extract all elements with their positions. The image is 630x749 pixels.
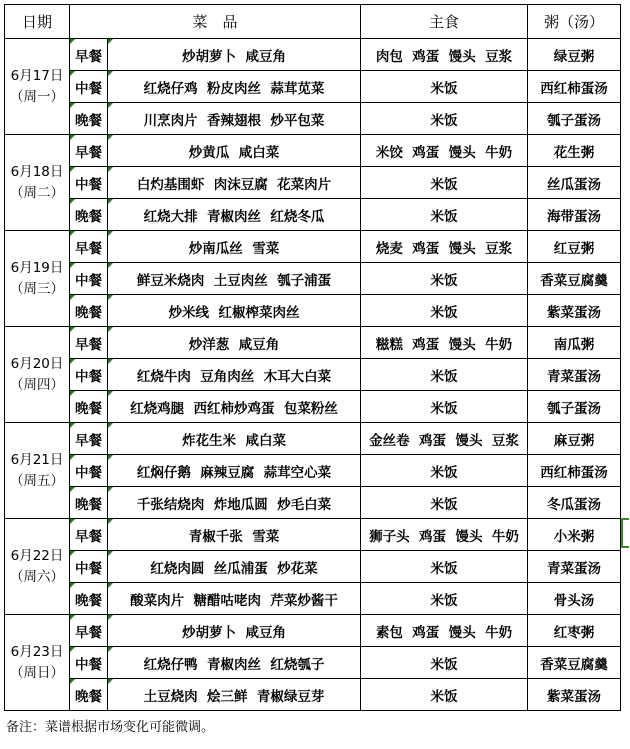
comment-indicator-icon [70, 71, 75, 76]
table-row [5, 103, 621, 135]
soup-cell[interactable] [528, 487, 621, 519]
soup-cell[interactable] [528, 583, 621, 615]
soup-cell-text: 南瓜粥 [553, 336, 595, 353]
comment-indicator-icon [70, 615, 75, 620]
comment-indicator-icon [70, 423, 75, 428]
weekday-label: （周六） [10, 568, 64, 585]
meal-cell[interactable] [70, 615, 108, 647]
comment-indicator-icon [108, 231, 113, 236]
header-staple[interactable]: 主食 [361, 5, 528, 39]
soup-cell-text: 花生粥 [553, 144, 595, 161]
staple-cell[interactable] [361, 135, 528, 167]
dishes-cell-text: 青椒千张 雪菜 [188, 528, 280, 545]
comment-indicator-icon [108, 135, 113, 140]
soup-cell[interactable] [528, 327, 621, 359]
weekday-label: （周四） [10, 376, 64, 393]
table-row [5, 359, 621, 391]
header-row [5, 5, 621, 39]
table-row [5, 391, 621, 423]
comment-indicator-icon [70, 263, 75, 268]
meal-cell[interactable] [70, 167, 108, 199]
soup-cell-text: 瓠子蛋汤 [547, 400, 602, 417]
selected-cell-indicator [621, 518, 629, 548]
dishes-cell-text: 红烧仔鸭 青椒肉丝 红烧瓠子 [143, 656, 325, 673]
weekday-label: （周日） [10, 664, 64, 681]
soup-cell[interactable] [528, 71, 621, 103]
header-soup[interactable]: 粥（汤） [528, 5, 621, 39]
date-cell[interactable] [5, 231, 70, 327]
comment-indicator-icon [70, 583, 75, 588]
soup-cell[interactable] [528, 39, 621, 71]
comment-indicator-icon [108, 455, 113, 460]
dishes-cell-text: 炒洋葱 咸豆角 [188, 336, 280, 353]
soup-cell[interactable] [528, 135, 621, 167]
soup-cell-text: 紫菜蛋汤 [547, 688, 602, 705]
soup-cell-text: 海带蛋汤 [547, 208, 602, 225]
soup-cell[interactable] [528, 231, 621, 263]
staple-cell[interactable] [361, 263, 528, 295]
comment-indicator-icon [108, 71, 113, 76]
footnote: 备注：菜谱根据市场变化可能微调。 [6, 720, 215, 735]
date-label: 6月18日 [10, 163, 64, 180]
dishes-cell[interactable] [108, 647, 361, 679]
soup-cell[interactable] [528, 391, 621, 423]
date-cell[interactable] [5, 135, 70, 231]
staple-cell[interactable] [361, 647, 528, 679]
staple-cell[interactable] [361, 39, 528, 71]
date-label: 6月19日 [10, 259, 64, 276]
table-row [5, 71, 621, 103]
dishes-cell-text: 炒南瓜丝 雪菜 [188, 240, 280, 257]
soup-cell-text: 红豆粥 [553, 240, 595, 257]
dishes-cell-text: 炒胡萝卜 咸豆角 [182, 48, 286, 65]
meal-cell[interactable] [70, 327, 108, 359]
dishes-cell[interactable] [108, 71, 361, 103]
staple-cell-text: 米饭 [430, 368, 458, 385]
staple-cell-text: 米饭 [430, 656, 458, 673]
table-row [5, 199, 621, 231]
meal-cell[interactable] [70, 423, 108, 455]
comment-indicator-icon [70, 487, 75, 492]
meal-cell-text: 早餐 [75, 432, 102, 449]
dishes-cell[interactable] [108, 551, 361, 583]
dishes-cell[interactable] [108, 327, 361, 359]
meal-cell[interactable] [70, 519, 108, 551]
meal-cell-text: 晚餐 [75, 112, 102, 129]
meal-cell[interactable] [70, 295, 108, 327]
soup-cell[interactable] [528, 647, 621, 679]
date-label: 6月22日 [10, 547, 64, 564]
comment-indicator-icon [70, 103, 75, 108]
dishes-cell-text: 红烧仔鸡 粉皮肉丝 蒜茸苋菜 [143, 80, 325, 97]
meal-cell[interactable] [70, 391, 108, 423]
weekday-label: （周三） [10, 280, 64, 297]
comment-indicator-icon [108, 487, 113, 492]
meal-cell[interactable] [70, 199, 108, 231]
meal-cell-text: 晚餐 [75, 208, 102, 225]
staple-cell-text: 米饭 [430, 496, 458, 513]
dishes-cell[interactable] [108, 487, 361, 519]
staple-cell[interactable] [361, 231, 528, 263]
soup-cell-text: 瓠子蛋汤 [547, 112, 602, 129]
comment-indicator-icon [108, 647, 113, 652]
staple-cell[interactable] [361, 487, 528, 519]
meal-cell[interactable] [70, 359, 108, 391]
meal-cell-text: 晚餐 [75, 496, 102, 513]
meal-cell[interactable] [70, 103, 108, 135]
comment-indicator-icon [70, 391, 75, 396]
date-label: 6月23日 [10, 643, 64, 660]
staple-cell[interactable] [361, 519, 528, 551]
staple-cell-text: 米饭 [430, 592, 458, 609]
dishes-cell-text: 红烧大排 青椒肉丝 红烧冬瓜 [143, 208, 325, 225]
soup-cell-text: 小米粥 [553, 528, 595, 545]
meal-cell[interactable] [70, 39, 108, 71]
dishes-cell[interactable] [108, 167, 361, 199]
staple-cell[interactable] [361, 679, 528, 711]
menu-body [5, 39, 621, 711]
date-cell[interactable] [5, 423, 70, 519]
weekly-menu-table [4, 4, 621, 711]
comment-indicator-icon [70, 39, 75, 44]
meal-cell-text: 晚餐 [75, 592, 102, 609]
comment-indicator-icon [70, 551, 75, 556]
staple-cell-text: 金丝卷 鸡蛋 馒头 豆浆 [369, 432, 519, 449]
staple-cell[interactable] [361, 103, 528, 135]
date-cell[interactable] [5, 519, 70, 615]
table-row [5, 519, 621, 551]
soup-cell-text: 红枣粥 [553, 624, 595, 641]
header-dishes[interactable]: 菜 品 [70, 5, 361, 39]
staple-cell[interactable] [361, 583, 528, 615]
table-row [5, 551, 621, 583]
comment-indicator-icon [70, 327, 75, 332]
table-row [5, 487, 621, 519]
meal-cell-text: 早餐 [75, 528, 102, 545]
dishes-cell-text: 川烹肉片 香辣翅根 炒平包菜 [143, 112, 325, 129]
comment-indicator-icon [70, 167, 75, 172]
soup-cell-text: 香菜豆腐羹 [540, 656, 608, 673]
staple-cell[interactable] [361, 71, 528, 103]
comment-indicator-icon [108, 679, 113, 684]
comment-indicator-icon [70, 231, 75, 236]
header-date[interactable]: 日期 [5, 5, 70, 39]
dishes-cell[interactable] [108, 103, 361, 135]
dishes-cell[interactable] [108, 263, 361, 295]
table-row [5, 135, 621, 167]
comment-indicator-icon [70, 295, 75, 300]
comment-indicator-icon [108, 359, 113, 364]
soup-cell-text: 骨头汤 [553, 592, 595, 609]
staple-cell[interactable] [361, 199, 528, 231]
comment-indicator-icon [108, 423, 113, 428]
meal-cell[interactable] [70, 135, 108, 167]
comment-indicator-icon [108, 519, 113, 524]
weekday-label: （周一） [10, 88, 64, 105]
table-row [5, 583, 621, 615]
staple-cell-text: 狮子头 鸡蛋 馒头 牛奶 [369, 528, 519, 545]
meal-cell-text: 中餐 [75, 464, 102, 481]
meal-cell-text: 中餐 [75, 80, 102, 97]
meal-cell[interactable] [70, 583, 108, 615]
staple-cell-text: 米饭 [430, 560, 458, 577]
meal-cell[interactable] [70, 263, 108, 295]
date-cell[interactable] [5, 615, 70, 711]
soup-cell[interactable] [528, 103, 621, 135]
staple-cell-text: 米饭 [430, 400, 458, 417]
dishes-cell[interactable] [108, 583, 361, 615]
meal-cell-text: 中餐 [75, 560, 102, 577]
weekday-label: （周二） [10, 184, 64, 201]
staple-cell[interactable] [361, 455, 528, 487]
dishes-cell[interactable] [108, 199, 361, 231]
soup-cell[interactable] [528, 519, 621, 551]
staple-cell[interactable] [361, 295, 528, 327]
dishes-cell-text: 红烧鸡腿 西红柿炒鸡蛋 包菜粉丝 [130, 400, 338, 417]
soup-cell-text: 丝瓜蛋汤 [547, 176, 602, 193]
dishes-cell-text: 炒米线 红椒榨菜肉丝 [168, 304, 300, 321]
meal-cell-text: 晚餐 [75, 304, 102, 321]
comment-indicator-icon [108, 615, 113, 620]
staple-cell-text: 烧麦 鸡蛋 馒头 豆浆 [375, 240, 513, 257]
staple-cell-text: 肉包 鸡蛋 馒头 豆浆 [375, 48, 513, 65]
meal-cell-text: 早餐 [75, 240, 102, 257]
staple-cell[interactable] [361, 423, 528, 455]
meal-cell[interactable] [70, 71, 108, 103]
staple-cell[interactable] [361, 391, 528, 423]
comment-indicator-icon [108, 327, 113, 332]
dishes-cell[interactable] [108, 231, 361, 263]
date-label: 6月20日 [10, 355, 64, 372]
soup-cell[interactable] [528, 551, 621, 583]
meal-cell-text: 早餐 [75, 48, 102, 65]
dishes-cell-text: 炒胡萝卜 咸豆角 [182, 624, 286, 641]
comment-indicator-icon [70, 135, 75, 140]
comment-indicator-icon [70, 199, 75, 204]
soup-cell[interactable] [528, 615, 621, 647]
meal-cell[interactable] [70, 231, 108, 263]
dishes-cell[interactable] [108, 359, 361, 391]
dishes-cell-text: 红烧牛肉 豆角肉丝 木耳大白菜 [136, 368, 332, 385]
soup-cell-text: 绿豆粥 [553, 48, 595, 65]
soup-cell-text: 紫菜蛋汤 [547, 304, 602, 321]
comment-indicator-icon [70, 359, 75, 364]
weekday-label: （周五） [10, 472, 64, 489]
table-row [5, 295, 621, 327]
dishes-cell[interactable] [108, 679, 361, 711]
table-row [5, 39, 621, 71]
meal-cell[interactable] [70, 647, 108, 679]
dishes-cell-text: 千张结烧肉 炸地瓜圆 炒毛白菜 [136, 496, 332, 513]
table-row [5, 615, 621, 647]
comment-indicator-icon [108, 167, 113, 172]
dishes-cell[interactable] [108, 615, 361, 647]
comment-indicator-icon [108, 391, 113, 396]
comment-indicator-icon [108, 551, 113, 556]
dishes-cell-text: 红焖仔鹅 麻辣豆腐 蒜茸空心菜 [136, 464, 332, 481]
soup-cell[interactable] [528, 359, 621, 391]
soup-cell[interactable] [528, 455, 621, 487]
meal-cell-text: 晚餐 [75, 400, 102, 417]
comment-indicator-icon [70, 647, 75, 652]
dishes-cell-text: 炸花生米 咸白菜 [182, 432, 286, 449]
meal-cell-text: 早餐 [75, 624, 102, 641]
meal-cell[interactable] [70, 455, 108, 487]
staple-cell-text: 米饭 [430, 464, 458, 481]
soup-cell[interactable] [528, 199, 621, 231]
table-row [5, 455, 621, 487]
staple-cell-text: 米饺 鸡蛋 馒头 牛奶 [375, 144, 513, 161]
dishes-cell-text: 土豆烧肉 烩三鲜 青椒绿豆芽 [143, 688, 325, 705]
meal-cell[interactable] [70, 487, 108, 519]
meal-cell-text: 早餐 [75, 144, 102, 161]
date-cell[interactable] [5, 327, 70, 423]
staple-cell-text: 米饭 [430, 272, 458, 289]
meal-cell-text: 中餐 [75, 656, 102, 673]
soup-cell[interactable] [528, 679, 621, 711]
comment-indicator-icon [70, 519, 75, 524]
staple-cell[interactable] [361, 551, 528, 583]
dishes-cell[interactable] [108, 135, 361, 167]
comment-indicator-icon [108, 39, 113, 44]
table-row [5, 263, 621, 295]
staple-cell-text: 糍糕 鸡蛋 馒头 牛奶 [375, 336, 513, 353]
dishes-cell-text: 酸菜肉片 糖醋咕咾肉 芹菜炒酱干 [130, 592, 338, 609]
table-row [5, 167, 621, 199]
comment-indicator-icon [108, 295, 113, 300]
staple-cell[interactable] [361, 327, 528, 359]
soup-cell-text: 香菜豆腐羹 [540, 272, 608, 289]
soup-cell-text: 西红柿蛋汤 [540, 464, 608, 481]
soup-cell-text: 麻豆粥 [553, 432, 595, 449]
dishes-cell[interactable] [108, 391, 361, 423]
table-row [5, 679, 621, 711]
dishes-cell-text: 炒黄瓜 咸白菜 [188, 144, 280, 161]
meal-cell[interactable] [70, 679, 108, 711]
staple-cell-text: 米饭 [430, 112, 458, 129]
staple-cell-text: 米饭 [430, 304, 458, 321]
staple-cell-text: 米饭 [430, 176, 458, 193]
meal-cell-text: 中餐 [75, 272, 102, 289]
soup-cell[interactable] [528, 423, 621, 455]
dishes-cell[interactable] [108, 39, 361, 71]
dishes-cell[interactable] [108, 455, 361, 487]
dishes-cell[interactable] [108, 295, 361, 327]
soup-cell-text: 冬瓜蛋汤 [547, 496, 602, 513]
table-row [5, 327, 621, 359]
comment-indicator-icon [108, 263, 113, 268]
date-cell[interactable] [5, 39, 70, 135]
soup-cell[interactable] [528, 263, 621, 295]
meal-cell-text: 中餐 [75, 368, 102, 385]
dishes-cell[interactable] [108, 423, 361, 455]
dishes-cell-text: 红烧肉圆 丝瓜浦蛋 炒花菜 [150, 560, 318, 577]
staple-cell-text: 素包 鸡蛋 馒头 牛奶 [375, 624, 513, 641]
soup-cell[interactable] [528, 295, 621, 327]
meal-cell-text: 中餐 [75, 176, 102, 193]
comment-indicator-icon [108, 199, 113, 204]
table-row [5, 647, 621, 679]
soup-cell-text: 青菜蛋汤 [547, 560, 602, 577]
soup-cell-text: 青菜蛋汤 [547, 368, 602, 385]
meal-cell-text: 早餐 [75, 336, 102, 353]
table-row [5, 423, 621, 455]
soup-cell[interactable] [528, 167, 621, 199]
staple-cell[interactable] [361, 359, 528, 391]
date-label: 6月17日 [10, 67, 64, 84]
staple-cell-text: 米饭 [430, 688, 458, 705]
soup-cell-text: 西红柿蛋汤 [540, 80, 608, 97]
comment-indicator-icon [70, 455, 75, 460]
dishes-cell-text: 鲜豆米烧肉 土豆肉丝 瓠子浦蛋 [136, 272, 332, 289]
staple-cell-text: 米饭 [430, 80, 458, 97]
comment-indicator-icon [108, 583, 113, 588]
table-row [5, 231, 621, 263]
staple-cell[interactable] [361, 615, 528, 647]
meal-cell[interactable] [70, 551, 108, 583]
comment-indicator-icon [108, 103, 113, 108]
dishes-cell[interactable] [108, 519, 361, 551]
dishes-cell-text: 白灼基围虾 肉沫豆腐 花菜肉片 [136, 176, 332, 193]
staple-cell[interactable] [361, 167, 528, 199]
comment-indicator-icon [70, 679, 75, 684]
staple-cell-text: 米饭 [430, 208, 458, 225]
date-label: 6月21日 [10, 451, 64, 468]
meal-cell-text: 晚餐 [75, 688, 102, 705]
